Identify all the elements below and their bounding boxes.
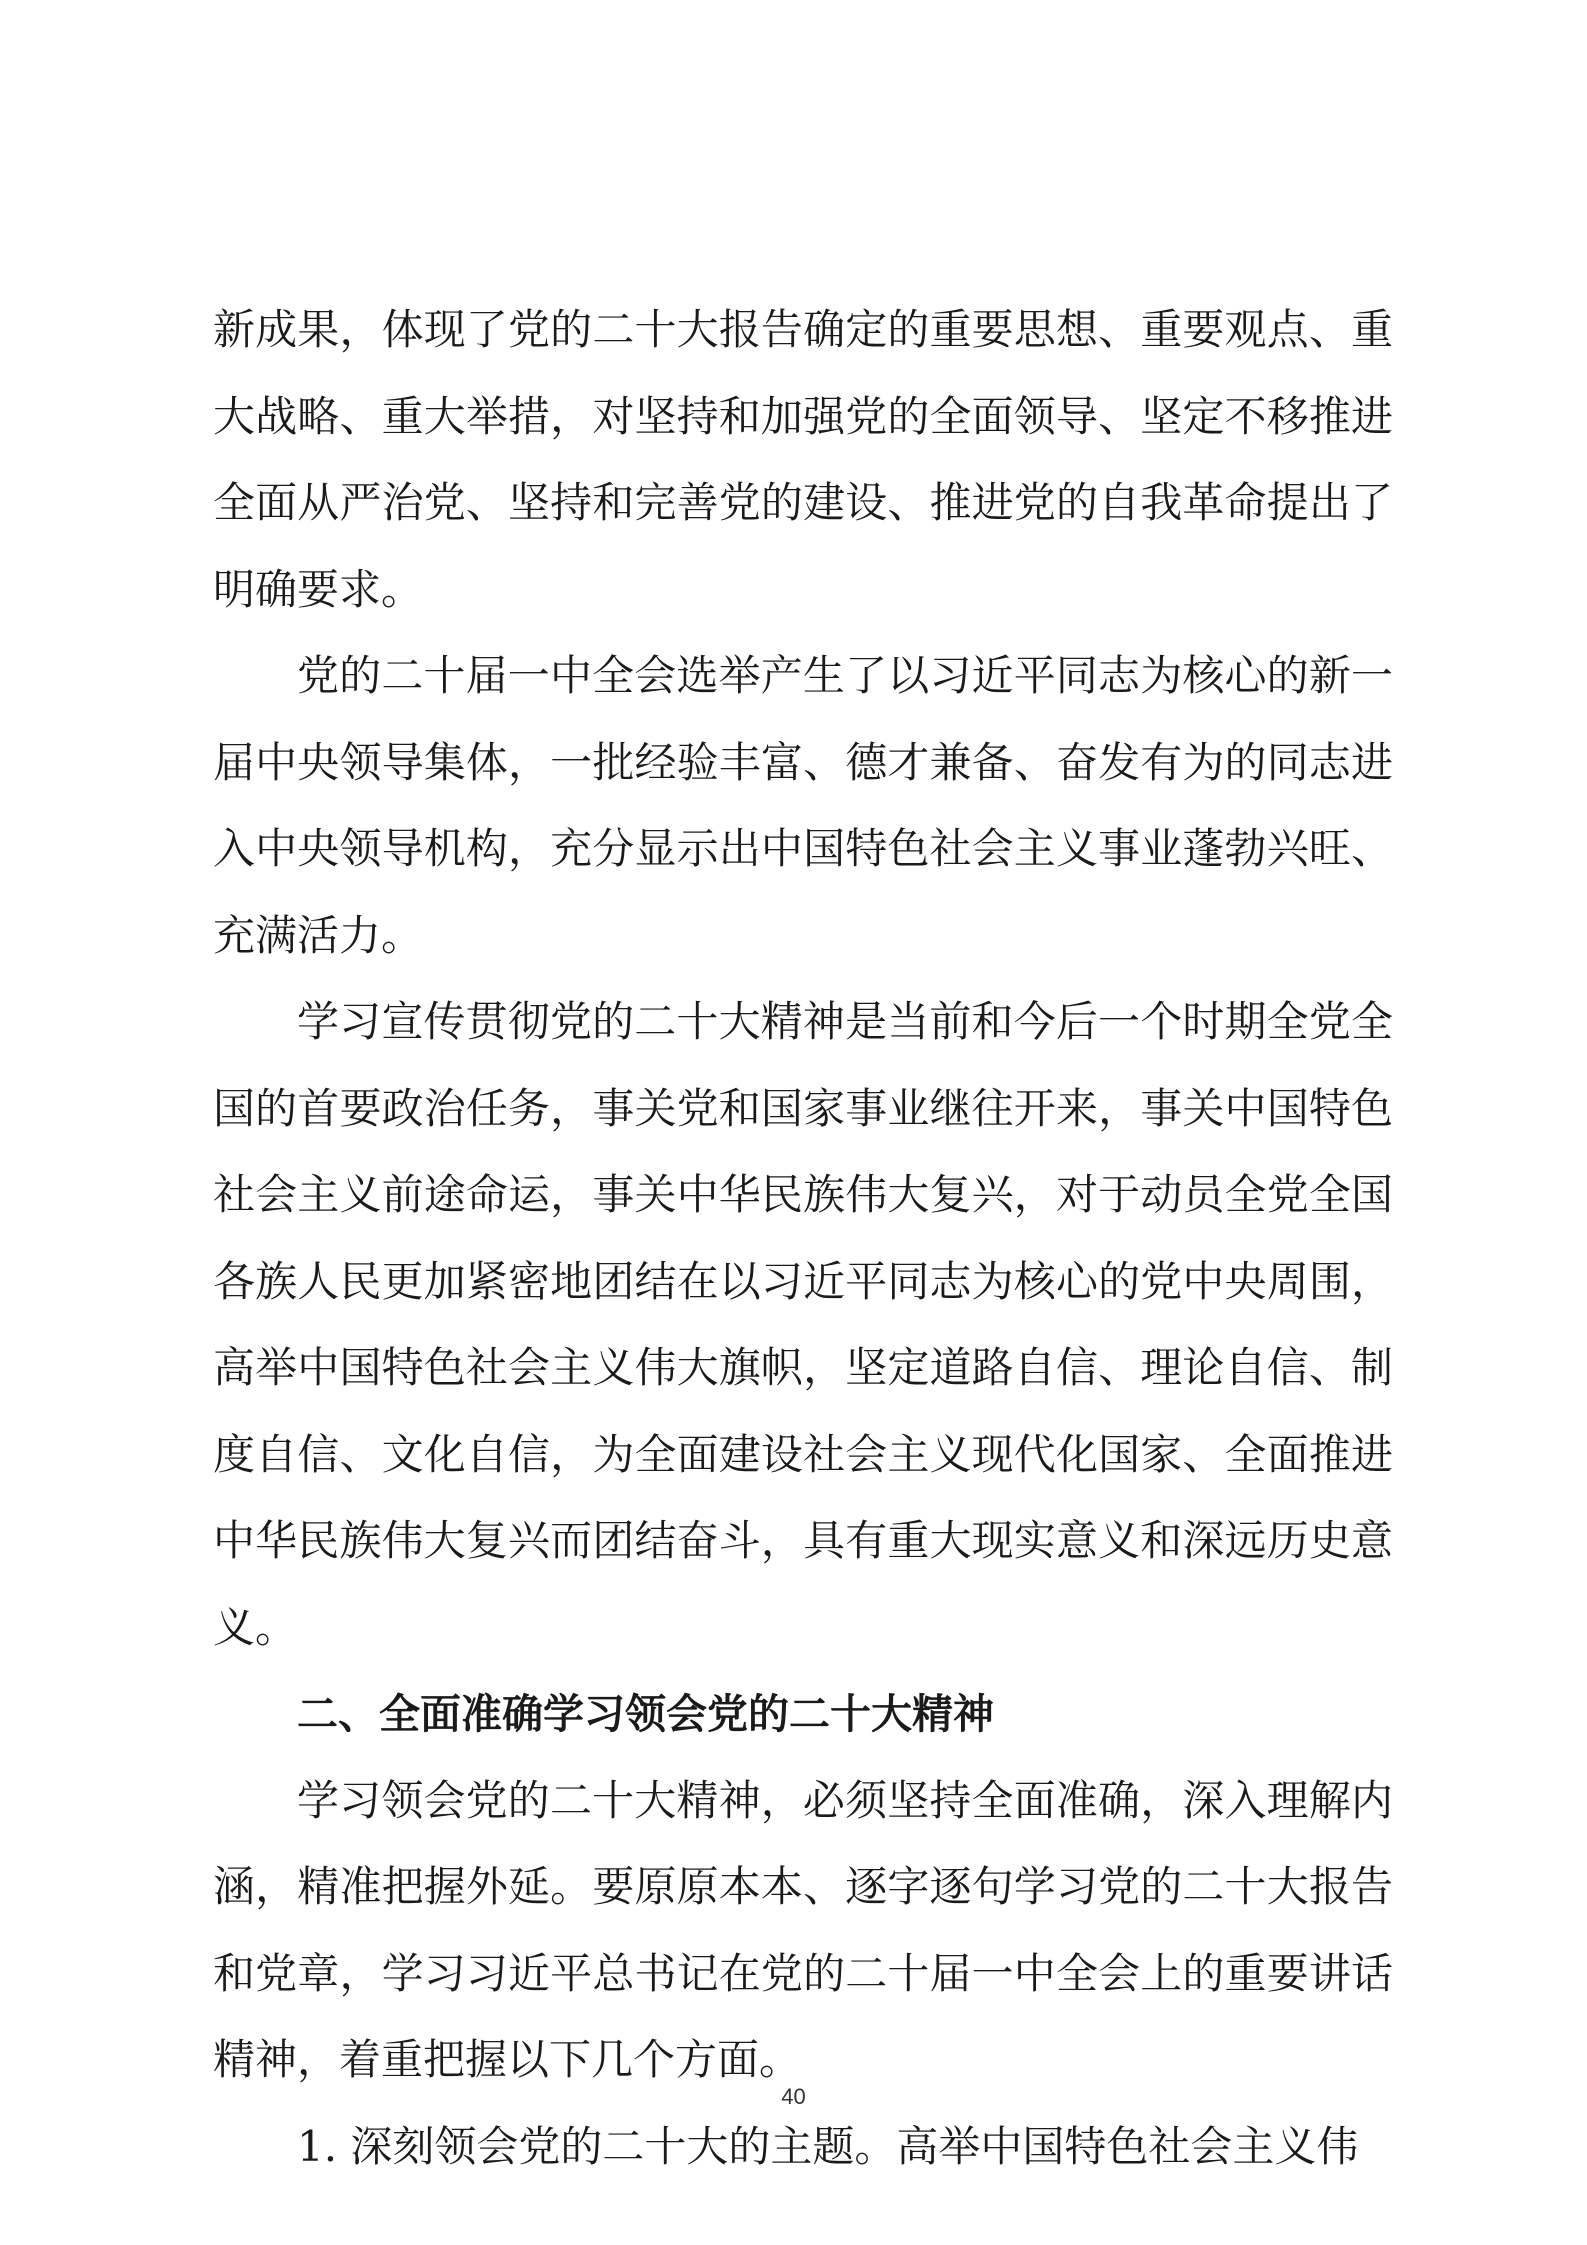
paragraph-continuation: 新成果，体现了党的二十大报告确定的重要思想、重要观点、重大战略、重大举措，对坚持和加强党的全面领导、坚定不移推进全面从严治党、坚持和完善党的建设、推进党的自我革命提出了明确要求。	[213, 305, 1393, 614]
page-number: 40	[781, 2084, 806, 2109]
document-body	[213, 287, 1393, 2190]
paragraph: 学习领会党的二十大精神，必须坚持全面准确，深入理解内涵，精准把握外延。要原原本本、逐字逐句学习党的二十大报告和党章，学习习近平总书记在党的二十届一中全会上的重要讲话精神，着重把握以下几个方面。	[213, 1775, 1393, 2084]
paragraph: 学习宣传贯彻党的二十大精神是当前和今后一个时期全党全国的首要政治任务，事关党和国家事业继往开来，事关中国特色社会主义前途命运，事关中华民族伟大复兴，对于动员全党全国各族人民更加紧密地团结在以习近平同志为核心的党中央周围，高举中国特色社会主义伟大旗帜，坚定道路自信、理论自信、制度自信、文化自信，为全面建设社会主义现代化国家、全面推进中华民族伟大复兴而团结奋斗，具有重大现实意义和深远历史意义。	[213, 997, 1393, 1652]
paragraph: 党的二十届一中全会选举产生了以习近平同志为核心的新一届中央领导集体，一批经验丰富、德才兼备、奋发有为的同志进入中央领导机构，充分显示出中国特色社会主义事业蓬勃兴旺、充满活力。	[213, 651, 1393, 960]
section-heading: 二、全面准确学习领会党的二十大精神	[297, 1690, 994, 1738]
paragraph: 1. 深刻领会党的二十大的主题。高举中国特色社会主义伟	[297, 2121, 1359, 2171]
